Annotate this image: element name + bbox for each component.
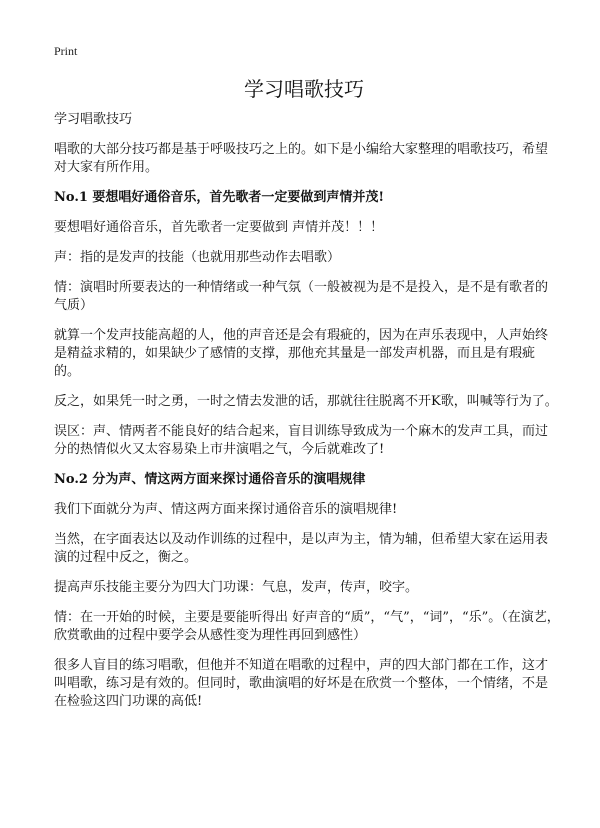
section-1-paragraph: 情：演唱时所要表达的一种情绪或一种气氛（一般被视为是不是投入，是不是有歌者的气质）: [54, 280, 549, 313]
document-subtitle: 学习唱歌技巧: [54, 112, 133, 127]
section-1-paragraph: 反之，如果凭一时之勇，一时之情去发泄的话，那就往往脱离不开K歌，叫喊等行为了。: [54, 394, 558, 409]
section-1-paragraph: 要想唱好通俗音乐，首先歌者一定要做到 声情并茂！！！: [54, 220, 384, 235]
intro-paragraph: 唱歌的大部分技巧都是基于呼吸技巧之上的。如下是小编给大家整理的唱歌技巧，希望对大家有所作用。: [54, 142, 549, 175]
print-link[interactable]: Print: [54, 44, 78, 58]
section-2-paragraph: 我们下面就分为声、情这两方面来探讨通俗音乐的演唱规律!: [54, 502, 398, 517]
section-1-paragraph: 声：指的是发声的技能（也就用那些动作去唱歌）: [54, 250, 341, 265]
section-1-heading: No.1 要想唱好通俗音乐，首先歌者一定要做到声情并茂!: [54, 190, 385, 205]
section-1-paragraph: 误区：声、情两者不能良好的结合起来，盲目训练导致成为一个麻木的发声工具，而过分的热情似火又太容易染上市井演唱之气，今后就难改了!: [54, 424, 549, 457]
section-2-paragraph: 情：在一开始的时候，主要是要能听得出 好声音的“质”，“气”，“词”，“乐”。（在演艺，欣赏歌曲的过程中要学会从感性变为理性再回到感性）: [54, 610, 560, 643]
section-1-paragraph: 就算一个发声技能高超的人，他的声音还是会有瑕疵的，因为在声乐表现中，人声始终是精益求精的，如果缺少了感情的支撑，那他充其量是一部发声机器，而且是有瑕疵的。: [54, 328, 549, 379]
section-2-paragraph: 提高声乐技能主要分为四大门功课：气息，发声，传声，咬字。: [54, 580, 419, 595]
section-2-heading: No.2 分为声、情这两方面来探讨通俗音乐的演唱规律: [54, 472, 366, 487]
document-title: 学习唱歌技巧: [244, 77, 364, 101]
section-2-paragraph: 很多人盲目的练习唱歌，但他并不知道在唱歌的过程中，声的四大部门都在工作，这才叫唱歌，练习是有效的。但同时，歌曲演唱的好坏是在欣赏一个整体，一个情绪，不是在检验这四门功课的高低!: [54, 658, 549, 709]
section-2-paragraph: 当然，在字面表达以及动作训练的过程中，是以声为主，情为辅，但希望大家在运用表演的过程中反之，衡之。: [54, 532, 549, 565]
